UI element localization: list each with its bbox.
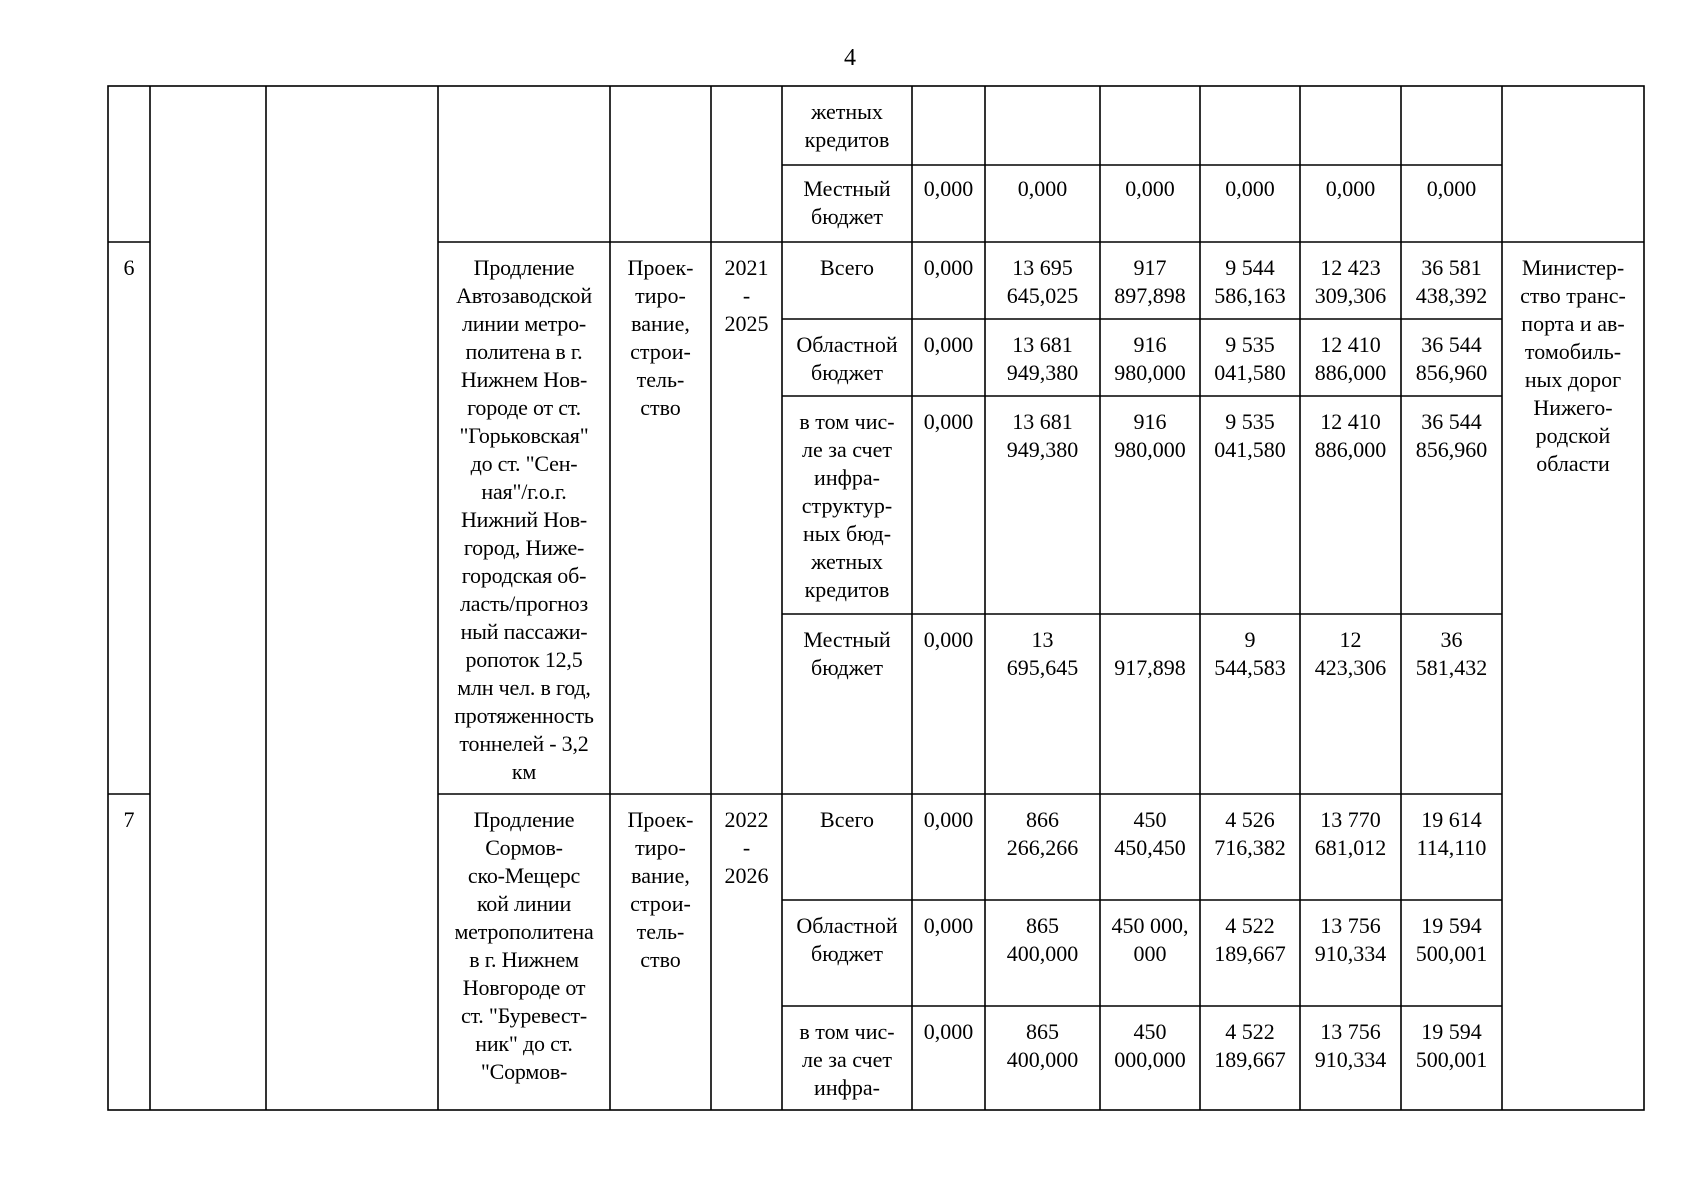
amount-cell: 866 266,266 (1006, 807, 1079, 860)
amount-cell: 4 522 189,667 (1214, 913, 1286, 966)
carry-local-value: 0,000 (1125, 176, 1175, 201)
amount-cell: 865 400,000 (1006, 913, 1079, 966)
amount-cell: 9 535 041,580 (1214, 332, 1286, 385)
page-number: 4 (844, 45, 856, 71)
row-number: 6 (123, 255, 135, 280)
funding-source-label: Всего (820, 807, 874, 832)
amount-cell: 450 450,450 (1114, 807, 1186, 860)
amount-cell: 450 000,000 (1114, 1019, 1186, 1072)
project-name: Продление Сормов- ско-Мещерс кой линии метрополитена в г. Нижнем Новгороде от ст. "Буревест- ник" до ст. "Сормов- (454, 807, 594, 1084)
funding-source-label: в том чис- ле за счет инфра- (799, 1019, 895, 1100)
project-stage: Проек- тиро- вание, строи- тель- ство (627, 807, 694, 972)
funding-source-label: Местный бюджет (803, 627, 891, 680)
amount-cell: 13 695 645,025 (1006, 255, 1079, 308)
amount-cell: 865 400,000 (1006, 1019, 1079, 1072)
amount-cell: 12 423 309,306 (1314, 255, 1387, 308)
amount-cell: 13 770 681,012 (1314, 807, 1387, 860)
carry-desc-tail: жетных кредитов (804, 99, 890, 152)
amount-cell: 9 544,583 (1214, 627, 1286, 680)
amount-cell: 916 980,000 (1114, 332, 1186, 385)
funding-source-label: Областной бюджет (796, 913, 898, 966)
funding-source-label: Областной бюджет (796, 332, 898, 385)
carry-local-value: 0,000 (923, 176, 974, 201)
amount-cell: 916 980,000 (1114, 409, 1186, 462)
amount-cell: 917 897,898 (1114, 255, 1186, 308)
amount-cell: 19 614 114,110 (1416, 807, 1487, 860)
project-period: 2021 - 2025 (724, 255, 769, 336)
amount-cell: 0,000 (923, 255, 974, 280)
amount-cell: 450 000, 000 (1111, 913, 1189, 966)
project-period: 2022 - 2026 (724, 807, 769, 888)
amount-cell: 13 756 910,334 (1314, 1019, 1387, 1072)
amount-cell: 0,000 (923, 913, 974, 938)
amount-cell: 0,000 (923, 627, 974, 652)
amount-cell: 12 410 886,000 (1314, 409, 1387, 462)
amount-cell: 4 526 716,382 (1214, 807, 1286, 860)
amount-cell: 36 544 856,960 (1415, 409, 1488, 462)
amount-cell: 13 695,645 (1006, 627, 1079, 680)
amount-cell: 36 581 438,392 (1415, 255, 1488, 308)
carry-local-label: Местный бюджет (803, 176, 891, 229)
carry-local-value: 0,000 (1325, 176, 1376, 201)
amount-cell: 36 581,432 (1415, 627, 1488, 680)
funding-source-label: Всего (820, 255, 874, 280)
funding-source-label: в том чис- ле за счет инфра- структур- ных бюд- жетных кредитов (799, 409, 895, 602)
amount-cell: 36 544 856,960 (1415, 332, 1488, 385)
amount-cell: 917,898 (1114, 655, 1186, 680)
amount-cell: 12 410 886,000 (1314, 332, 1387, 385)
carry-local-value: 0,000 (1426, 176, 1477, 201)
amount-cell: 0,000 (923, 409, 974, 434)
project-name: Продление Автозаводской линии метро- политена в г. Нижнем Нов- городе от ст. "Горьковская" до ст. "Сен- ная"/г.о.г. Нижний Нов- город, Ниже- городская об- ласть/прогноз ный пассажи- ропоток 12,5 млн чел. в год, протяженность тоннелей - 3,2 км (454, 255, 594, 784)
carry-local-value: 0,000 (1225, 176, 1275, 201)
amount-cell: 4 522 189,667 (1214, 1019, 1286, 1072)
amount-cell: 13 756 910,334 (1314, 913, 1387, 966)
amount-cell: 19 594 500,001 (1415, 913, 1488, 966)
row-number: 7 (123, 807, 135, 832)
carry-local-value: 0,000 (1017, 176, 1068, 201)
amount-cell: 13 681 949,380 (1006, 409, 1079, 462)
amount-cell: 0,000 (923, 807, 974, 832)
executor: Министер- ство транс- порта и ав- томобиль- ных дорог Нижего- родской области (1520, 255, 1626, 476)
amount-cell: 13 681 949,380 (1006, 332, 1079, 385)
amount-cell: 9 535 041,580 (1214, 409, 1286, 462)
amount-cell: 9 544 586,163 (1214, 255, 1286, 308)
project-stage: Проек- тиро- вание, строи- тель- ство (627, 255, 694, 420)
amount-cell: 19 594 500,001 (1415, 1019, 1488, 1072)
amount-cell: 0,000 (923, 1019, 974, 1044)
amount-cell: 12 423,306 (1314, 627, 1387, 680)
amount-cell: 0,000 (923, 332, 974, 357)
